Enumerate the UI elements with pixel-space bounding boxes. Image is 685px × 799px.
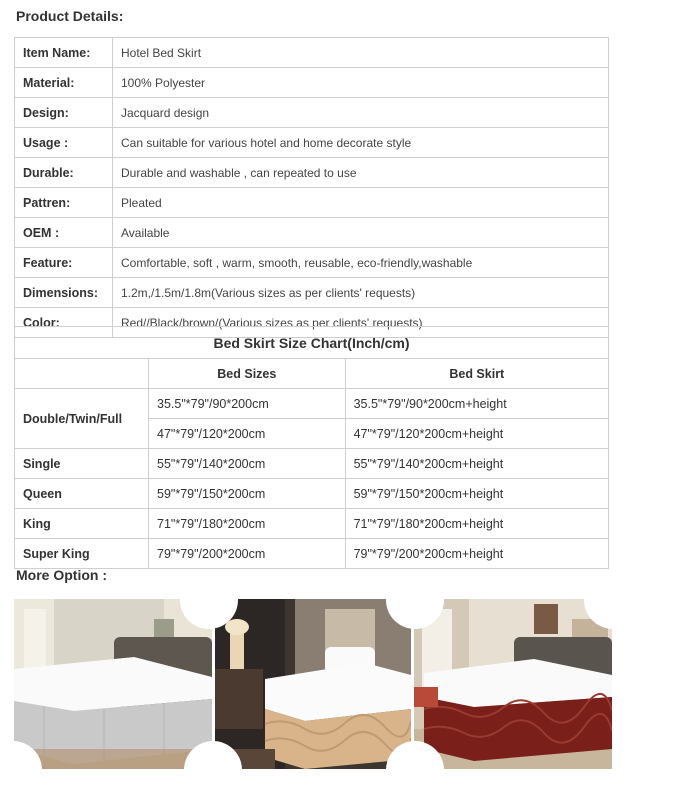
table-row	[15, 188, 609, 218]
detail-key: Usage :	[15, 128, 113, 158]
table-row	[15, 38, 609, 68]
size-label: Queen	[15, 479, 149, 509]
table-row	[15, 509, 609, 539]
bed-size-value: 79"*79"/200*200cm	[149, 539, 346, 569]
detail-value: Durable and washable , can repeated to use	[113, 158, 609, 188]
decorative-circle	[184, 741, 242, 799]
table-row	[15, 158, 609, 188]
detail-value: 100% Polyester	[113, 68, 609, 98]
detail-key: Dimensions:	[15, 278, 113, 308]
bed-skirt-value: 59"*79"/150*200cm+height	[345, 479, 608, 509]
bed-burgundy-ruffle-skirt-photo	[414, 599, 612, 769]
detail-value: Can suitable for various hotel and home decorate style	[113, 128, 609, 158]
table-row	[15, 449, 609, 479]
table-row	[15, 68, 609, 98]
detail-value: Available	[113, 218, 609, 248]
product-details-heading: Product Details:	[16, 8, 124, 24]
bed-skirt-header: Bed Skirt	[345, 359, 608, 389]
table-row	[15, 248, 609, 278]
size-chart-table	[14, 326, 609, 569]
detail-value: Comfortable, soft , warm, smooth, reusable, eco-friendly,washable	[113, 248, 609, 278]
detail-key: Color:	[15, 308, 113, 338]
size-label: Double/Twin/Full	[15, 389, 149, 449]
size-label: Super King	[15, 539, 149, 569]
bed-sizes-header: Bed Sizes	[149, 359, 346, 389]
more-option-photos	[14, 599, 612, 769]
detail-key: Durable:	[15, 158, 113, 188]
bed-skirt-value: 55"*79"/140*200cm+height	[345, 449, 608, 479]
detail-value: Pleated	[113, 188, 609, 218]
bed-size-value: 35.5"*79"/90*200cm	[149, 389, 346, 419]
bed-skirt-value: 71"*79"/180*200cm+height	[345, 509, 608, 539]
table-row	[15, 128, 609, 158]
detail-key: Feature:	[15, 248, 113, 278]
detail-key: Item Name:	[15, 38, 113, 68]
detail-value: Jacquard design	[113, 98, 609, 128]
decorative-circle	[386, 571, 444, 629]
table-row	[15, 479, 609, 509]
decorative-circle	[584, 571, 642, 629]
table-row	[15, 98, 609, 128]
detail-value: 1.2m,/1.5m/1.8m(Various sizes as per clients' requests)	[113, 278, 609, 308]
detail-key: Material:	[15, 68, 113, 98]
table-row	[15, 218, 609, 248]
decorative-circle	[180, 571, 238, 629]
table-row	[15, 278, 609, 308]
size-label: King	[15, 509, 149, 539]
decorative-circle	[386, 741, 444, 799]
detail-value: Red//Black/brown/(Various sizes as per clients' requests)	[113, 308, 609, 338]
detail-key: OEM :	[15, 218, 113, 248]
bed-skirt-value: 79"*79"/200*200cm+height	[345, 539, 608, 569]
bed-skirt-value: 35.5"*79"/90*200cm+height	[345, 389, 608, 419]
bed-size-value: 55"*79"/140*200cm	[149, 449, 346, 479]
bed-size-value: 59"*79"/150*200cm	[149, 479, 346, 509]
bed-size-value: 71"*79"/180*200cm	[149, 509, 346, 539]
size-chart-caption: Bed Skirt Size Chart(Inch/cm)	[15, 327, 609, 359]
detail-value: Hotel Bed Skirt	[113, 38, 609, 68]
empty-header-cell	[15, 359, 149, 389]
table-row	[15, 539, 609, 569]
product-details-table	[14, 37, 609, 338]
size-label: Single	[15, 449, 149, 479]
bed-size-value: 47"*79"/120*200cm	[149, 419, 346, 449]
more-option-heading: More Option :	[16, 567, 107, 583]
table-row	[15, 327, 609, 359]
bed-beige-ruffle-skirt-photo	[215, 599, 411, 769]
table-row	[15, 359, 609, 389]
detail-key: Pattren:	[15, 188, 113, 218]
detail-key: Design:	[15, 98, 113, 128]
bed-skirt-value: 47"*79"/120*200cm+height	[345, 419, 608, 449]
table-row	[15, 389, 609, 419]
bed-grey-skirt-photo	[14, 599, 212, 769]
